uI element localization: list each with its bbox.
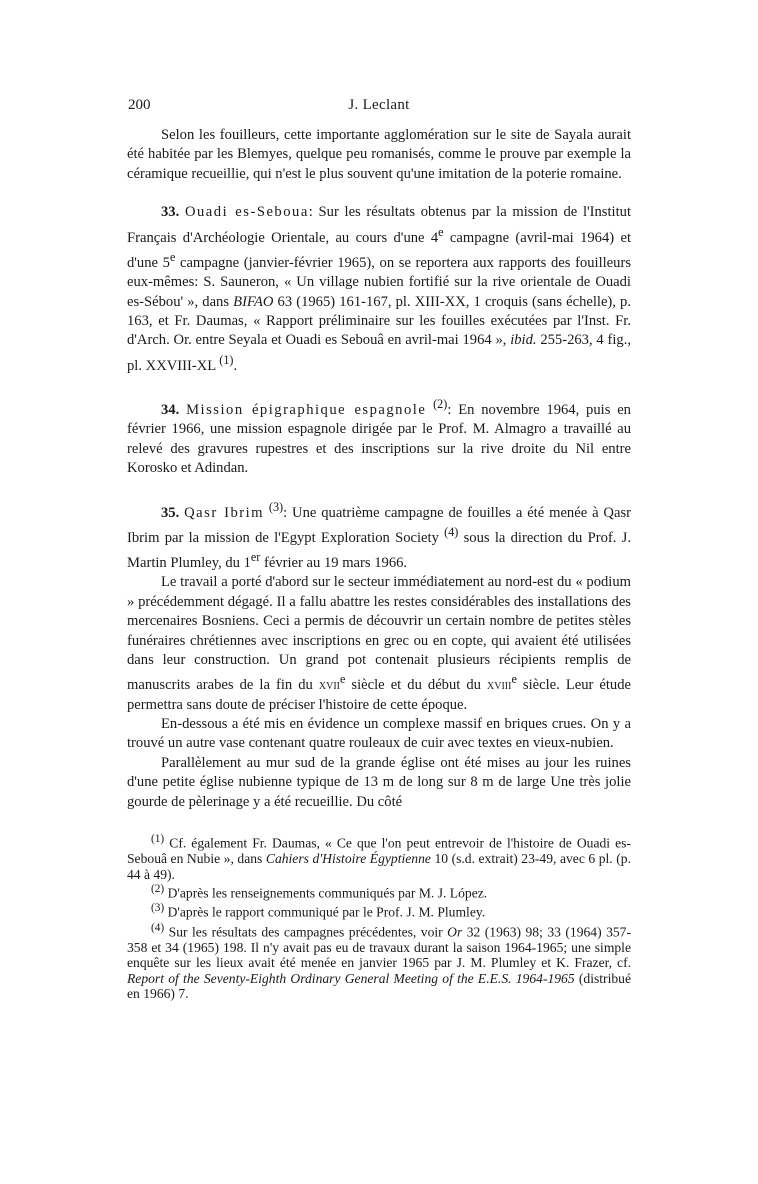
report-title: Report of the Seventy-Eighth Ordinary General Meeting of the E.E.S. 1964-1965 xyxy=(127,970,575,986)
paragraph-en-dessous: En-dessous a été mis en évidence un complexe massif en briques crues. On y a trouvé un autre vase contenant quatre rouleaux de cuir avec textes en vieux-nubien. xyxy=(127,716,631,752)
footnote-mark: (4) xyxy=(151,921,165,934)
section-34 xyxy=(127,395,631,478)
running-head: J. Leclant xyxy=(348,97,410,113)
page-header xyxy=(128,97,630,119)
text-run: . xyxy=(233,357,238,374)
text-run: 63 (1965) 161-167, pl. XIII-XX, 1 croquis (sans échelle), p. 163, et Fr. Daumas, « Rapport préliminaire sur les fouilles exécutées par l'Inst. Fr. d'Arch. Or. entre Seyala et Ouadi es Sebouâ en avril-mai 1964 », xyxy=(127,293,631,349)
journal-abbrev: Or xyxy=(447,924,463,940)
section-33 xyxy=(127,203,631,376)
paragraph-travail xyxy=(127,573,631,715)
text-run: : Sur les résultats obtenus par la mission de l'Institut Français d'Archéologie Orientale, au cours d'une 4 xyxy=(127,204,632,246)
section-number: 35. xyxy=(161,504,180,521)
main-text xyxy=(127,126,631,812)
superscript: er xyxy=(250,550,261,565)
footnote-ref: (1) xyxy=(219,352,234,367)
footnote-ref: (4) xyxy=(444,524,459,539)
footnote-ref: (2) xyxy=(433,397,448,412)
footnote-3 xyxy=(127,901,631,920)
century-numeral: xviii xyxy=(487,677,512,694)
text-run: : En novembre 1964, puis en février 1966, une mission espagnole dirigée par le Prof. M. Almagro a travaillé au relevé des gravures rupestres et des inscriptions sur la rive droite du Nil entre Korosko et Adindan. xyxy=(127,401,631,477)
section-title: Ouadi es-Seboua xyxy=(184,204,309,221)
journal-abbrev: BIFAO xyxy=(233,293,274,310)
page-number: 200 xyxy=(128,97,151,113)
section-number: 34. xyxy=(161,401,180,418)
footnote-4 xyxy=(127,921,631,1003)
text-run: sous la direction du Prof. J. Martin Plumley, du 1 xyxy=(127,529,631,571)
text-run: : Une quatrième campagne de fouilles a été menée à Qasr Ibrim par la mission de l'Egypt Exploration Society xyxy=(127,504,631,546)
text-run: D'après le rapport communiqué par le Prof. J. M. Plumley. xyxy=(164,904,486,920)
text-run: Sur les résultats des campagnes précédentes, voir xyxy=(164,924,448,940)
superscript: e xyxy=(511,672,517,687)
text-run: siècle. Leur étude permettra sans doute de préciser l'histoire de cette époque. xyxy=(127,677,632,713)
superscript: e xyxy=(438,224,444,239)
text-run: 255-263, 4 fig., pl. XXVIII-XL xyxy=(127,332,631,374)
section-number: 33. xyxy=(161,204,180,221)
superscript: e xyxy=(339,672,346,687)
journal-title: Cahiers d'Histoire Égyptienne xyxy=(265,851,431,867)
footnote-mark: (3) xyxy=(151,902,165,915)
footnote-1 xyxy=(127,832,631,882)
century-numeral: xvii xyxy=(318,677,340,694)
text-run: (distribué en 1966) 7. xyxy=(127,970,631,1002)
paragraph-sayala: Selon les fouilleurs, cette importante agglomération sur le site de Sayala aurait été habitée par les Blemyes, quelque peu romanisés, comme le prouve par exemple la céramique recueillie, qui n'est le plus souvent qu'une imitation de la poterie romaine. xyxy=(127,127,631,182)
footnote-2 xyxy=(127,882,631,901)
section-title: Mission épigraphique espagnole xyxy=(186,401,427,418)
footnote-mark: (2) xyxy=(151,883,165,896)
paragraph-parallelement: Parallèlement au mur sud de la grande église ont été mises au jour les ruines d'une petite église nubienne typique de 13 m de long sur 8 m de large Une très jolie gourde de pèlerinage y a été recueillie. Du côté xyxy=(127,754,631,810)
ibid: ibid. xyxy=(510,332,537,349)
superscript: e xyxy=(169,249,176,264)
footnotes xyxy=(127,832,631,1002)
text-run: campagne (janvier-février 1965), on se reportera aux rapports des fouilleurs eux-mêmes: S. Sauneron, « Un village nubien fortifié sur la rive orientale de Ouadi es-Sébou' », dans xyxy=(127,254,631,310)
section-title: Qasr Ibrim xyxy=(184,504,265,521)
text-run: campagne (avril-mai 1964) et d'une 5 xyxy=(127,229,631,271)
text-run: siècle et du début du xyxy=(345,677,488,694)
section-35 xyxy=(127,498,631,574)
text-run: 10 (s.d. extrait) 23-49, avec 6 pl. (p. 44 à 49). xyxy=(127,851,631,882)
text-run: février au 19 mars 1966. xyxy=(260,554,408,571)
text-run: Cf. également Fr. Daumas, « Ce que l'on peut entrevoir de l'histoire de Ouadi es-Sebouâ en Nubie », dans xyxy=(127,835,631,867)
footnote-ref: (3) xyxy=(268,499,284,514)
text-run: D'après les renseignements communiqués par M. J. López. xyxy=(164,885,488,901)
footnote-mark: (1) xyxy=(151,833,165,845)
text-run: 32 (1963) 98; 33 (1964) 357-358 et 34 (1965) 198. Il n'y avait pas eu de travaux durant la saison 1964-1965; une simple enquête sur les lieux avait été menée en janvier 1965 par J. M. Plumley et K. Frazer, cf. xyxy=(127,924,631,971)
text-run: Le travail a porté d'abord sur le secteur immédiatement au nord-est du « podium » précédemment dégagé. Il a fallu abattre les restes considérables des installations des mercenaires Bosniens. Ceci a permis de découvrir un certain nombre de petites stèles funéraires chrétiennes avec inscriptions en grec ou en copte, qui avaient été utilisées dans leur construction. Un grand pot contenait plusieurs récipients remplis de manuscrits arabes de la fin du xyxy=(127,574,631,694)
